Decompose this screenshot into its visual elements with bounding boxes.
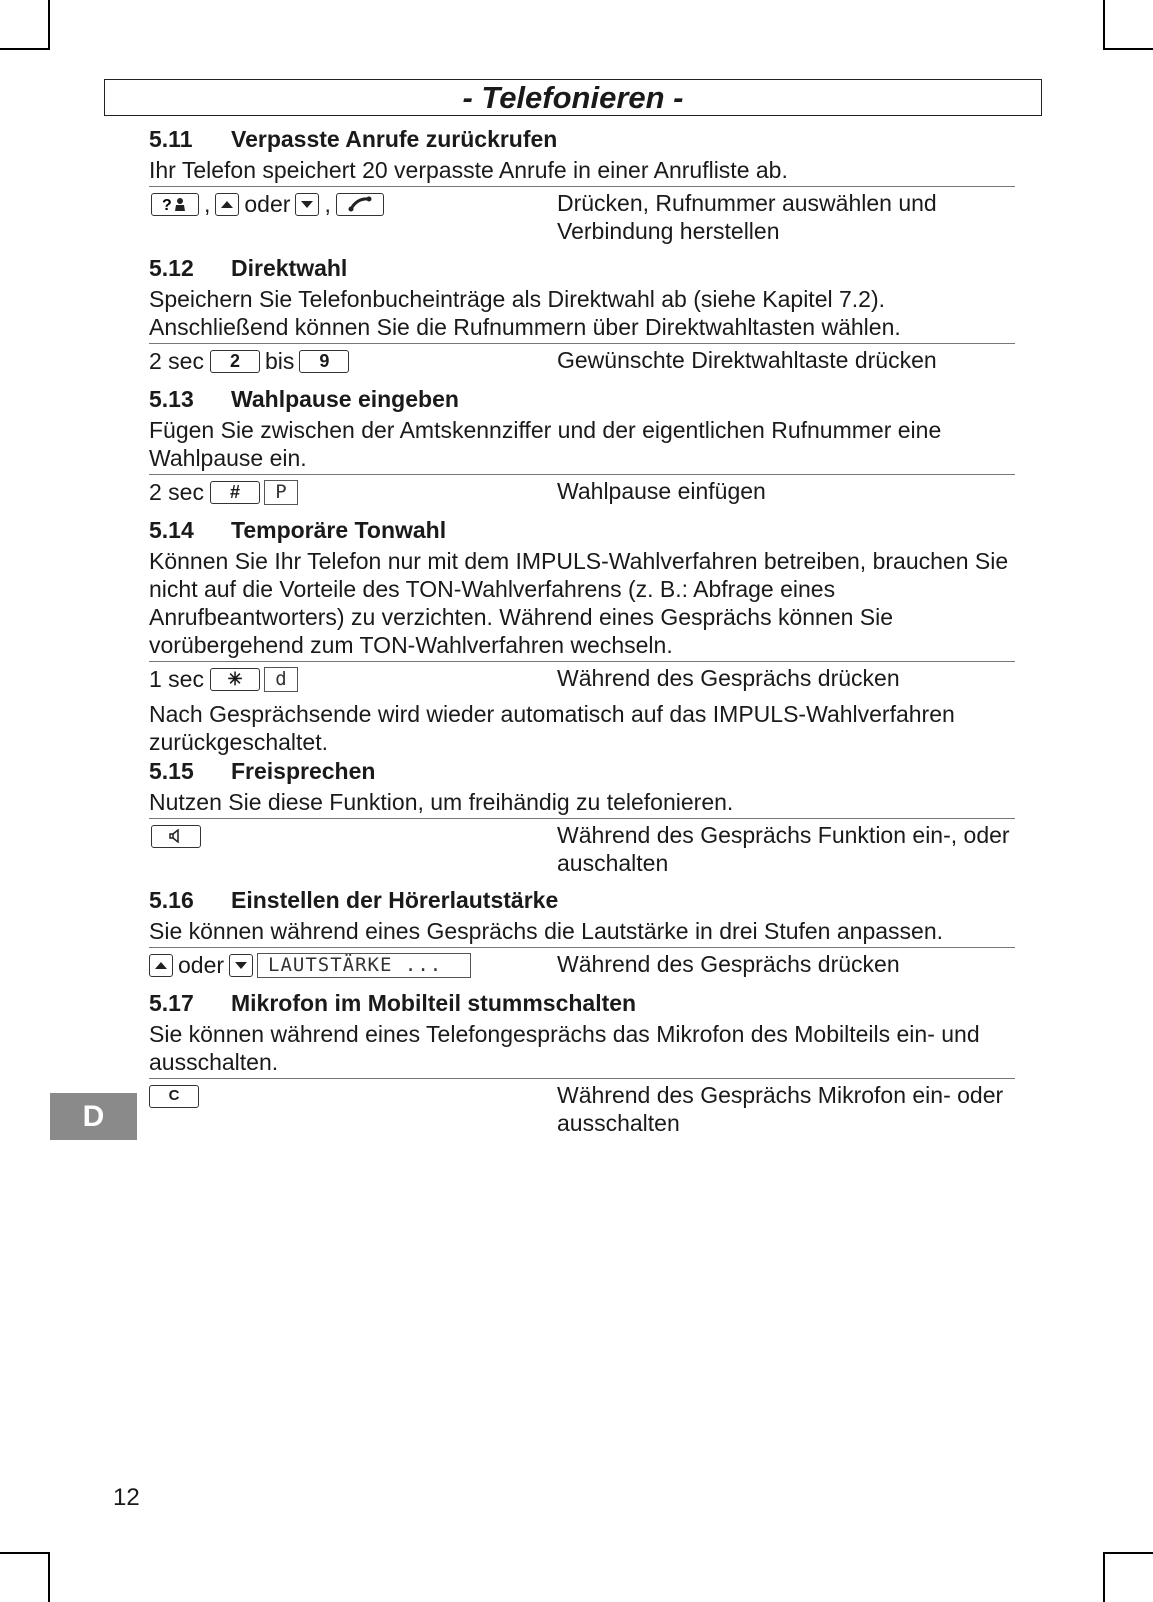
section-text: Fügen Sie zwischen der Amtskennziffer und der eigentlichen Rufnummer eine Wahlpause ein. (149, 417, 942, 471)
key-9: 9 (299, 350, 349, 373)
section-title-5-14 (149, 515, 1015, 545)
page-title: - Telefonieren - (462, 80, 684, 115)
svg-text:?: ? (162, 197, 172, 212)
arrow-down-key-icon (229, 954, 253, 977)
action-description: Während des Gesprächs drücken (557, 951, 900, 977)
section-text: Sie können während eines Gesprächs die Lautstärke in drei Stufen anpassen. (149, 918, 944, 944)
separator: , (324, 191, 331, 217)
section-number: 5.13 (149, 386, 194, 412)
speaker-key-icon (151, 825, 201, 848)
section-heading: Direktwahl (231, 255, 348, 281)
section-text: Nutzen Sie diese Funktion, um freihändig zu telefonieren. (149, 789, 734, 815)
star-key: ✳ (210, 668, 260, 691)
bis-label: bis (264, 348, 295, 374)
section-heading: Verpasste Anrufe zurückrufen (231, 126, 558, 152)
page-content (149, 124, 1015, 1137)
action-description: Wahlpause einfügen (557, 478, 766, 504)
action-row (149, 343, 1015, 376)
display-pause-symbol: P (264, 480, 298, 505)
section-text: Können Sie Ihr Telefon nur mit dem IMPULS-Wahlverfahren betreiben, brauchen Sie nicht auf die Vorteile des TON-Wahlverfahrens (z. B.: Abfrage eines Anrufbeantworters) zu verzichten. Während eines Gesprächs können Sie vorübergehend zum TON-Wahlverfahren wechseln. (149, 548, 1009, 658)
action-row (149, 947, 1015, 980)
c-key: C (149, 1085, 199, 1108)
section-heading: Mikrofon im Mobilteil stummschalten (231, 990, 637, 1016)
display-volume-text: LAUTSTÄRKE ... (257, 953, 471, 978)
section-heading: Temporäre Tonwahl (231, 517, 447, 543)
arrow-up-key-icon (215, 193, 239, 216)
section-heading: Wahlpause eingeben (231, 386, 459, 412)
section-number: 5.16 (149, 887, 194, 913)
section-number: 5.14 (149, 517, 194, 543)
display-tone-symbol: d (264, 667, 298, 692)
action-row (149, 1078, 1015, 1137)
section-title-5-16 (149, 885, 1015, 915)
action-keys (149, 477, 557, 507)
section-number: 5.12 (149, 255, 194, 281)
action-row (149, 186, 1015, 245)
section-title-5-13 (149, 384, 1015, 414)
call-key-icon (336, 193, 384, 216)
action-keys (149, 346, 557, 376)
action-description: Während des Gesprächs Mikrofon ein- oder ausschalten (557, 1082, 1004, 1136)
section-heading: Freisprechen (231, 758, 376, 784)
action-description: Gewünschte Direktwahltaste drücken (557, 347, 937, 373)
action-description: Drücken, Rufnummer auswählen und Verbindung herstellen (557, 190, 937, 244)
call-list-key-icon (151, 193, 199, 216)
oder-label: oder (178, 952, 225, 978)
section-heading: Einstellen der Hörerlautstärke (231, 887, 559, 913)
arrow-up-key-icon (149, 954, 173, 977)
section-number: 5.11 (149, 126, 193, 152)
action-keys (149, 189, 557, 219)
section-title-5-15 (149, 756, 1015, 786)
action-row (149, 474, 1015, 507)
crop-mark-bottom-left (0, 1552, 50, 1602)
action-keys (149, 821, 557, 851)
language-tab: D (50, 1093, 137, 1140)
arrow-down-key-icon (295, 193, 319, 216)
action-description: Während des Gesprächs Funktion ein-, oder auschalten (557, 822, 1010, 876)
section-title-5-11 (149, 124, 1015, 154)
section-note: Nach Gesprächsende wird wieder automatisch auf das IMPULS-Wahlverfahren zurückgeschaltet. (149, 701, 955, 755)
action-keys (149, 950, 557, 980)
separator: , (204, 191, 211, 217)
section-text: Speichern Sie Telefonbucheinträge als Direktwahl ab (siehe Kapitel 7.2). Anschließend können Sie die Rufnummern über Direktwahltasten wählen. (149, 286, 901, 340)
action-row (149, 818, 1015, 877)
section-title-5-12 (149, 253, 1015, 283)
duration-label: 1 sec (149, 666, 204, 692)
key-2: 2 (210, 350, 260, 373)
section-title-5-17 (149, 988, 1015, 1018)
action-description: Während des Gesprächs drücken (557, 665, 900, 691)
hash-key: # (210, 481, 260, 504)
page-header (104, 79, 1042, 116)
action-row (149, 661, 1015, 694)
crop-mark-top-left (0, 0, 50, 50)
page-number: 12 (113, 1484, 140, 1511)
section-number: 5.17 (149, 990, 194, 1016)
crop-mark-bottom-right (1103, 1552, 1153, 1602)
crop-mark-top-right (1103, 0, 1153, 50)
duration-label: 2 sec (149, 348, 204, 374)
section-text: Sie können während eines Telefongesprächs das Mikrofon des Mobilteils ein- und ausschalten. (149, 1021, 980, 1075)
duration-label: 2 sec (149, 479, 204, 505)
section-text: Ihr Telefon speichert 20 verpasste Anrufe in einer Anrufliste ab. (149, 157, 788, 183)
oder-label: oder (244, 191, 291, 217)
action-keys (149, 664, 557, 694)
action-keys (149, 1081, 557, 1111)
section-number: 5.15 (149, 758, 194, 784)
